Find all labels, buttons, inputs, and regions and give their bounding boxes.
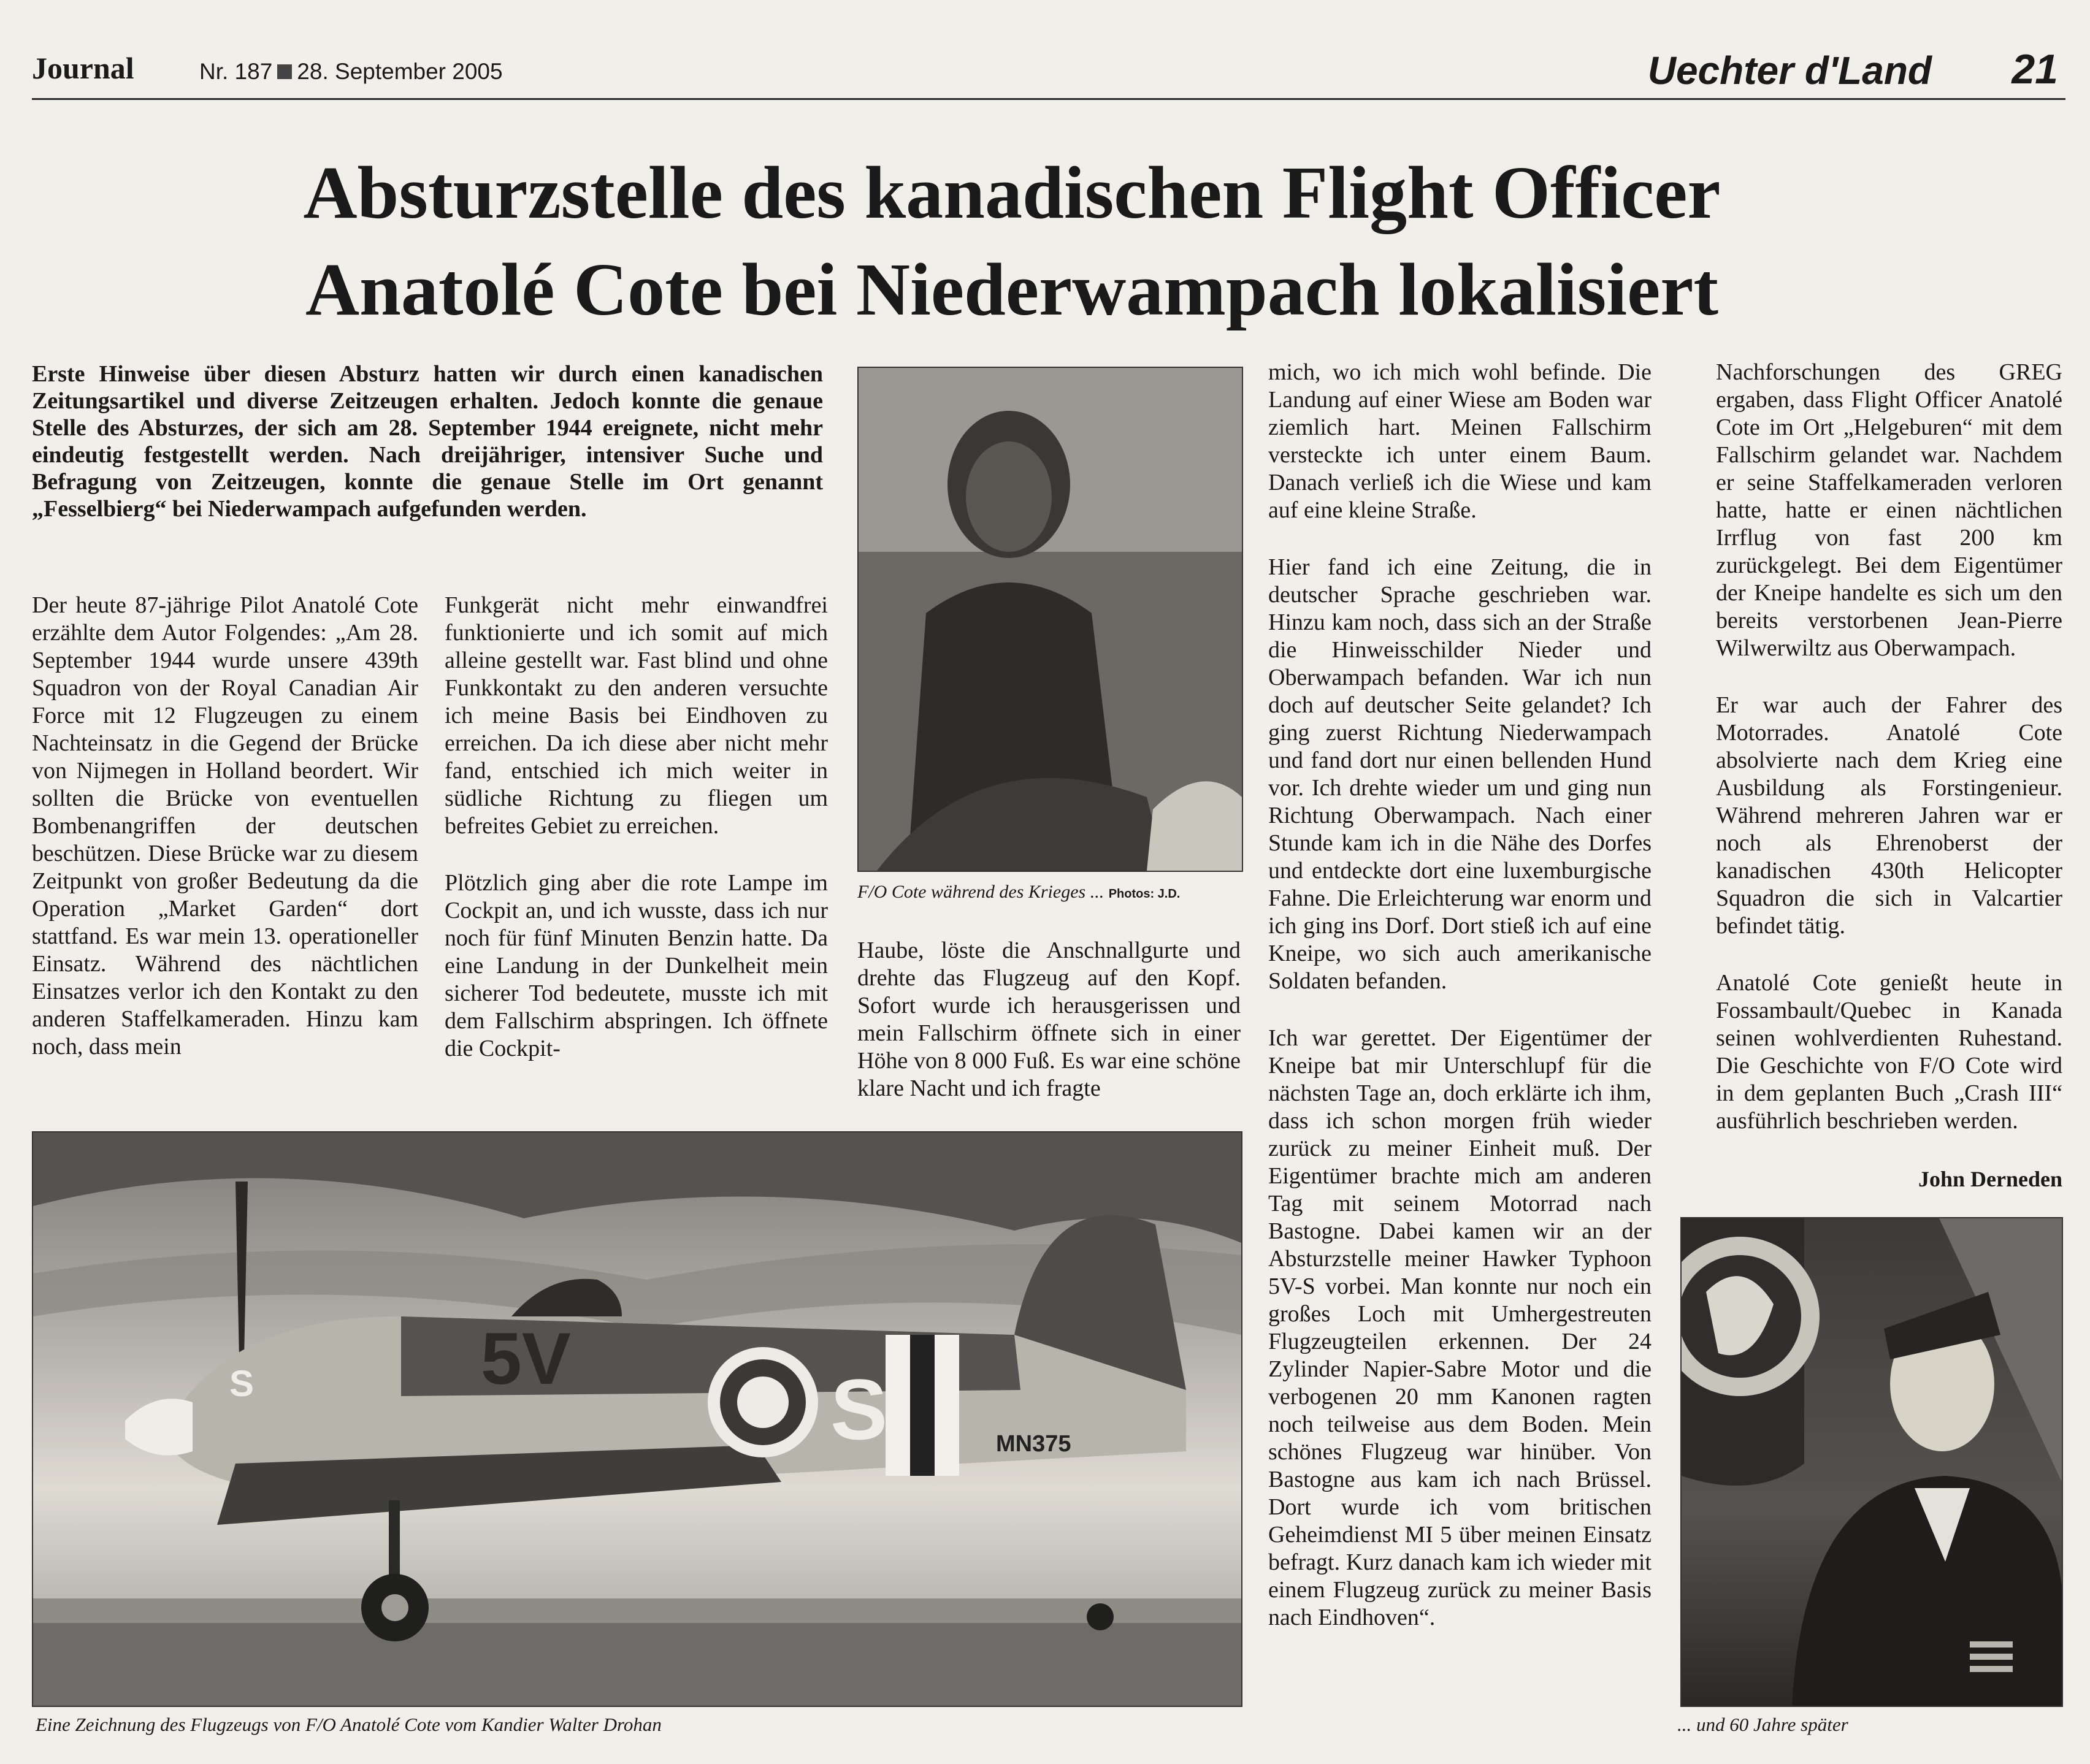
issue-date: 28. September 2005	[297, 59, 503, 84]
photo-credit: Photos: J.D.	[1108, 887, 1181, 901]
header-rule	[32, 98, 2065, 100]
column-4	[1268, 359, 1652, 1661]
col5-paragraph-1: Nachforschungen des GREG ergaben, dass Flight Officer Anatolé Cote im Ort „Helgeburen“ mit dem Fallschirm gelandet war. Nachdem er seine Staffelkameraden verloren hatte, hatte er einen nächtlichen Irrflug von fast 200 km zurückgelegt. Bei dem Eigentümer der Kneipe handelte es sich um den bereits verstorbenen Jean-Pierre Wilwerwiltz aus Oberwampach.	[1716, 359, 2062, 661]
serial-number: MN375	[996, 1431, 1071, 1457]
issue-line	[199, 59, 503, 85]
airplane-drawing	[32, 1131, 1242, 1707]
tail-code-letter: S	[830, 1361, 888, 1457]
col2-paragraph-1: Funkgerät nicht mehr einwandfrei funktionierte und ich somit auf mich alleine gestellt war. Fast blind und ohne Funkkontakt zu den anderen versuchte ich meine Basis bei Eindhoven zu erreichen. Da ich diese aber nicht mehr fand, entschied ich mich weiter in südliche Richtung zu fliegen um befreites Gebiet zu erreichen.	[445, 592, 828, 839]
officer-portrait-illustration	[1682, 1218, 2062, 1706]
pilot-photo-caption	[857, 882, 1180, 903]
issue-number: Nr. 187	[199, 59, 273, 84]
column-5	[1716, 359, 2062, 1164]
headline-line-1: Absturzstelle des kanadischen Flight Officer	[303, 151, 1721, 234]
column-3	[857, 937, 1241, 1132]
lead-paragraph: Erste Hinweise über diesen Absturz hatten wir durch einen kanadischen Zeitungsartikel und diverse Zeitzeugen erhalten. Jedoch konnte die genaue Stelle des Absturzes, der sich am 28. September 1944 ereignete, nicht mehr eindeutig festgestellt werden. Nach dreijähriger, intensiver Suche und Befragung von Zeitzeugen, konnte die genaue Stelle im Ort genannt „Fesselbierg“ bei Niederwampach aufgefunden werden.	[32, 361, 823, 522]
nose-code-letter: S	[229, 1363, 255, 1404]
separator-square-icon	[277, 64, 292, 79]
officer-recent-photo	[1680, 1217, 2063, 1707]
fuselage-code-letters: 5V	[481, 1318, 571, 1400]
author-byline: John Derneden	[1918, 1167, 2062, 1191]
col4-paragraph-1: mich, wo ich mich wohl befinde. Die Landung auf einer Wiese am Boden war ziemlich hart. Meinen Fallschirm versteckte ich unter einem Baum. Danach verließ ich die Wiese und kam auf eine kleine Straße.	[1268, 359, 1652, 523]
officer-photo-caption: ... und 60 Jahre später	[1677, 1714, 1848, 1735]
pilot-caption-text: F/O Cote während des Krieges ...	[857, 882, 1104, 902]
hawker-typhoon-illustration	[33, 1132, 1241, 1706]
headline-line-2: Anatolé Cote bei Niederwampach lokalisiert	[305, 248, 1719, 331]
pilot-figure-illustration	[859, 368, 1242, 871]
column-2	[445, 592, 828, 1092]
column-1	[32, 592, 418, 1090]
col4-paragraph-2: Hier fand ich eine Zeitung, die in deutscher Sprache geschrieben war. Hinzu kam noch, dass sich an der Straße die Hinweisschilder Nieder und Oberwampach befanden. War ich nun doch auf deutscher Seite gelandet? Ich ging zuerst Richtung Niederwampach und fand dort nur einen bellenden Hund vor. Ich drehte wieder um und ging nun Richtung Oberwampach. Nach einer Stunde kam ich in die Nähe des Dorfes und entdeckte dort eine luxemburgische Fahne. Die Erleichterung war enorm und ich ging ins Dorf. Dort stieß ich auf eine Kneipe, wo sich auch amerikanische Soldaten befanden.	[1268, 554, 1652, 994]
paper-name: Journal	[32, 51, 134, 85]
page-number: 21	[2012, 46, 2058, 93]
pilot-wartime-photo	[857, 367, 1243, 872]
col5-paragraph-3: Anatolé Cote genießt heute in Fossambault/Quebec in Kanada seinen wohlverdienten Ruhestand. Die Geschichte von F/O Cote wird in dem geplanten Buch „Crash III“ ausführlich beschrieben werden.	[1716, 970, 2062, 1134]
col1-paragraph-1: Der heute 87-jährige Pilot Anatolé Cote erzählte dem Autor Folgendes: „Am 28. September 1944 wurde unsere 439th Squadron von der Royal Canadian Air Force mit 12 Flugzeugen zu einem Nachteinsatz in die Gegend der Brücke von Nijmegen in Holland beordert. Wir sollten die Brücke von eventuellen Bombenangriffen der deutschen beschützen. Diese Brücke war zu diesem Zeitpunkt von großer Bedeutung da die Operation „Market Garden“ dort stattfand. Es war mein 13. operationeller Einsatz. Während des nächtlichen Einsatzes verlor ich den Kontakt zu den anderen Staffelkameraden. Hinzu kam noch, dass mein	[32, 592, 418, 1060]
airplane-caption: Eine Zeichnung des Flugzeugs von F/O Anatolé Cote vom Kandier Walter Drohan	[36, 1714, 662, 1735]
col5-paragraph-2: Er war auch der Fahrer des Motorrades. Anatolé Cote absolvierte nach dem Krieg eine Ausbildung als Forstingenieur. Während mehreren Jahren war er noch als Ehrenoberst der kanadischen 430th Helicopter Squadron die sich in Valcartier befindet tätig.	[1716, 692, 2062, 939]
col3-paragraph-1: Haube, löste die Anschnallgurte und drehte das Flugzeug auf den Kopf. Sofort wurde ich herausgerissen und mein Fallschirm öffnete sich in einer Höhe von 8 000 Fuß. Es war eine schöne klare Nacht und ich fragte	[857, 937, 1241, 1101]
col2-paragraph-2: Plötzlich ging aber die rote Lampe im Cockpit an, und ich wusste, dass ich nur noch für fünf Minuten Benzin hatte. Da eine Landung in der Dunkelheit mein sicherer Tod bedeutete, musste ich mit dem Fallschirm abspringen. Ich öffnete die Cockpit-	[445, 870, 828, 1061]
section-title: Uechter d'Land	[1647, 48, 1932, 93]
col4-paragraph-3: Ich war gerettet. Der Eigentümer der Kneipe bat mir Unterschlupf für die nächsten Tage an, doch erklärte ich ihm, dass ich schon morgen früh wieder zurück zu meiner Einheit muß. Der Eigentümer brachte mich am anderen Tag mit seinem Motorrad nach Bastogne. Dabei kamen wir an der Absturzstelle meiner Hawker Typhoon 5V-S vorbei. Man konnte nur noch ein großes Loch mit Umhergestreuten Flugzeugteilen erkennen. Der 24 Zylinder Napier-Sabre Motor und die verbogenen 20 mm Kanonen ragten noch teilweise aus dem Boden. Mein schönes Flugzeug war hinüber. Von Bastogne aus kam ich nach Brüssel. Dort wurde ich vom britischen Geheimdienst MI 5 über meinen Einsatz befragt. Kurz danach kam ich wieder mit einem Flugzeug zurück zu meiner Basis nach Eindhoven“.	[1268, 1025, 1652, 1630]
